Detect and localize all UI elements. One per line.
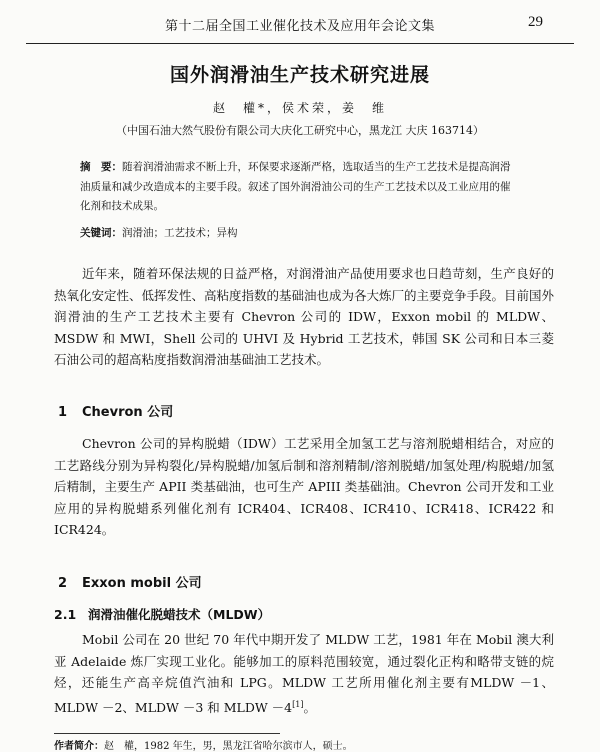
abstract-label: 摘 要： bbox=[80, 161, 122, 173]
header-divider bbox=[26, 43, 574, 44]
subsection-title: 润滑油催化脱蜡技术（MLDW） bbox=[88, 607, 271, 622]
footnote-divider bbox=[54, 733, 280, 734]
footnote-text: 赵 權，1982 年生，男，黑龙江省哈尔滨市人，硕士。 bbox=[104, 741, 353, 752]
section-title: Exxon mobil 公司 bbox=[82, 576, 202, 591]
abstract bbox=[80, 158, 518, 217]
subsection-heading-2-1 bbox=[54, 605, 270, 623]
running-header: 第十二届全国工业催化技术及应用年会论文集 bbox=[165, 19, 436, 34]
section-title: Chevron 公司 bbox=[82, 405, 174, 420]
page-number: 29 bbox=[528, 14, 543, 30]
section-heading-2 bbox=[58, 572, 202, 591]
citation: [1] bbox=[292, 699, 304, 709]
authors: 赵 權*，侯术荣，姜 维 bbox=[212, 101, 387, 115]
intro-paragraph: 近年来，随着环保法规的日益严格，对润滑油产品使用要求也日趋苛刻，生产良好的热氧化安定性、低挥发性、高粘度指数的基础油也成为各大炼厂的主要竞争手段。目前国外润滑油的生产工艺技术主要有 Chevron 公司的 IDW，Exxon mobil 的 MLDW、MSDW 和 MWI，Shell 公司的 UHVI 及 Hybrid 工艺技术，韩国 SK 公司和日本三菱石油公司的超高粘度指数润滑油基础油工艺技术。 bbox=[54, 266, 555, 367]
section-1-paragraph: Chevron 公司的异构脱蜡（IDW）工艺采用全加氢工艺与溶剂脱蜡相结合，对应的工艺路线分别为异构裂化/异构脱蜡/加氢后制和溶剂精制/溶剂脱蜡/加氢处理/构脱蜡/加氢后精制，主要生产 APII 类基础油，也可生产 APIII 类基础油。Chevron 公司开发和工业应用的异构脱蜡系列催化剂有 ICR404、ICR408、ICR410、ICR418、ICR422 和 ICR424。 bbox=[54, 436, 554, 537]
author-footnote bbox=[54, 737, 353, 752]
keywords bbox=[80, 224, 518, 243]
footnote-label: 作者简介： bbox=[54, 741, 104, 752]
subsection-body-end: 。 bbox=[303, 699, 316, 715]
section-heading-1 bbox=[58, 401, 173, 420]
abstract-text: 随着润滑油需求不断上升，环保要求逐渐严格，选取适当的生产工艺技术是提高润滑油质量和减少改造成本的主要手段。叙述了国外润滑油公司的生产工艺技术以及工业应用的催化剂和技术成果。 bbox=[80, 161, 511, 212]
subsection-number: 2.1 bbox=[54, 607, 77, 622]
keywords-label: 关键词： bbox=[80, 227, 122, 239]
keywords-text: 润滑油；工艺技术；异构 bbox=[122, 227, 238, 239]
subsection-body: Mobil 公司在 20 世纪 70 年代中期开发了 MLDW 工艺，1981 年在 Mobil 澳大利亚 Adelaide 炼厂实现工业化。能够加工的原料范围较宽，通过裂化正构和略带支链的烷烃，还能生产高辛烷值汽油和 LPG。MLDW 工艺所用催化剂主要有MLDW －1、MLDW －2、MLDW －3 和 MLDW －4 bbox=[54, 632, 554, 715]
subsection-2-1-paragraph bbox=[54, 629, 554, 718]
paper-title: 国外润滑油生产技术研究进展 bbox=[169, 64, 430, 86]
section-number: 2 bbox=[58, 576, 68, 591]
affiliation: （中国石油大然气股份有限公司大庆化工研究中心，黑龙江 大庆 163714） bbox=[116, 124, 484, 137]
section-number: 1 bbox=[58, 405, 68, 420]
